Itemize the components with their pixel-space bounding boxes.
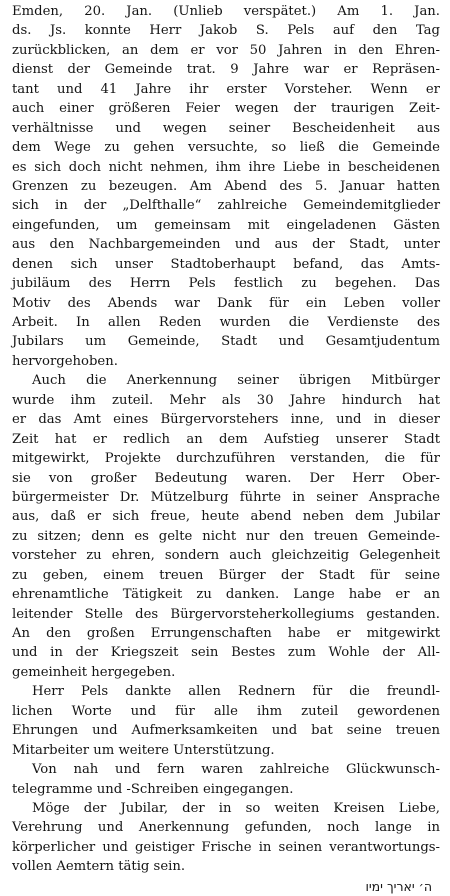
text-line: jubiläum des Herrn Pels festlich zu begehen. Das (12, 276, 440, 292)
text-line: zu geben, einem treuen Bürger der Stadt für seine (12, 567, 440, 583)
text-line: wurde ihm zuteil. Mehr als 30 Jahre hindurch hat (12, 392, 440, 408)
text-line: und in der Kriegszeit sein Bestes zum Wohle der All- (12, 645, 440, 661)
text-line: sich in der „Delfthalle“ zahlreiche Gemeindemitglieder (12, 198, 440, 214)
text-line: Zeit hat er redlich an dem Aufstieg unserer Stadt (12, 431, 440, 447)
text-line: hervorgehoben. (12, 353, 118, 369)
text-line: ehrenamtliche Tätigkeit zu danken. Lange habe er an (12, 587, 440, 603)
hebrew-blessing: ה׳ יאריך ימיו (365, 878, 432, 894)
text-line: gemeinheit hergegeben. (12, 664, 176, 680)
text-line: Möge der Jubilar, der in so weiten Kreisen Liebe, (32, 800, 440, 816)
text-line: telegramme und -Schreiben eingegangen. (12, 781, 294, 797)
text-line: ds. Js. konnte Herr Jakob S. Pels auf den Tag (12, 23, 440, 39)
text-line: Emden, 20. Jan. (Unlieb verspätet.) Am 1. Jan. (12, 4, 440, 19)
text-line: verhältnisse und wegen seiner Bescheidenheit aus (12, 120, 440, 136)
text-line: dem Wege zu gehen versuchte, so ließ die Gemeinde (12, 140, 440, 156)
text-line: vorsteher zu ehren, sondern auch gleichzeitig Gelegenheit (12, 548, 440, 564)
text-line: bürgermeister Dr. Mützelburg führte in seiner Ansprache (12, 489, 440, 505)
text-line: leitender Stelle des Bürgervorsteherkollegiums gestanden. (12, 606, 440, 622)
text-line: er das Amt eines Bürgervorstehers inne, und in dieser (12, 412, 440, 428)
text-line: Herr Pels dankte allen Rednern für die freundl- (32, 684, 440, 700)
text-line: sie von großer Bedeutung waren. Der Herr Ober- (12, 470, 440, 486)
paragraph-5 (12, 799, 440, 896)
text-line: Motiv des Abends war Dank für ein Leben voller (12, 295, 440, 311)
text-line: aus, daß er sich freue, heute abend neben dem Jubilar (12, 509, 440, 525)
text-line: Arbeit. In allen Reden wurden die Verdienste des (12, 315, 440, 330)
text-line: Ehrungen und Aufmerksamkeiten und bat seine treuen (12, 723, 440, 739)
paragraph-3 (12, 682, 440, 760)
paragraph-1 (12, 2, 440, 371)
text-line: Auch die Anerkennung seiner übrigen Mitbürger (32, 373, 440, 389)
text-line: Verehrung und Anerkennung gefunden, noch lange in (12, 820, 440, 836)
paragraph-2 (12, 371, 440, 682)
text-line: zu sitzen; denn es gelte nicht nur den treuen Gemeinde- (12, 528, 440, 544)
text-line: auch einer größeren Feier wegen der traurigen Zeit- (12, 101, 440, 117)
text-line: es sich doch nicht nehmen, ihm ihre Liebe in bescheidenen (12, 159, 440, 175)
text-line: An den großen Errungenschaften habe er mitgewirkt (12, 626, 440, 641)
text-line: mitgewirkt, Projekte durchzuführen verstanden, die für (12, 451, 440, 467)
text-line: zurückblicken, an dem er vor 50 Jahren in den Ehren- (12, 42, 440, 58)
text-line: aus den Nachbargemeinden und aus der Stadt, unter (12, 237, 440, 253)
text-line: vollen Aemtern tätig sein. (12, 859, 186, 875)
text-line: Von nah und fern waren zahlreiche Glückwunsch- (32, 762, 440, 778)
text-line: Grenzen zu bezeugen. Am Abend des 5. Januar hatten (12, 178, 440, 194)
text-line: dienst der Gemeinde trat. 9 Jahre war er Repräsen- (12, 62, 440, 78)
text-line: lichen Worte und für alle ihm zuteil gewordenen (12, 703, 440, 719)
text-line: eingefunden, um gemeinsam mit eingeladenen Gästen (12, 217, 440, 233)
text-line: denen sich unser Stadtoberhaupt befand, das Amts- (12, 256, 440, 272)
news-article (12, 2, 440, 894)
text-line: körperlicher und geistiger Frische in seinen verantwortungs- (12, 839, 440, 855)
text-line: tant und 41 Jahre ihr erster Vorsteher. Wenn er (12, 81, 440, 97)
text-line: Mitarbeiter um weitere Unterstützung. (12, 742, 275, 758)
text-line: Jubilars um Gemeinde, Stadt und Gesamtjudentum (12, 334, 440, 350)
